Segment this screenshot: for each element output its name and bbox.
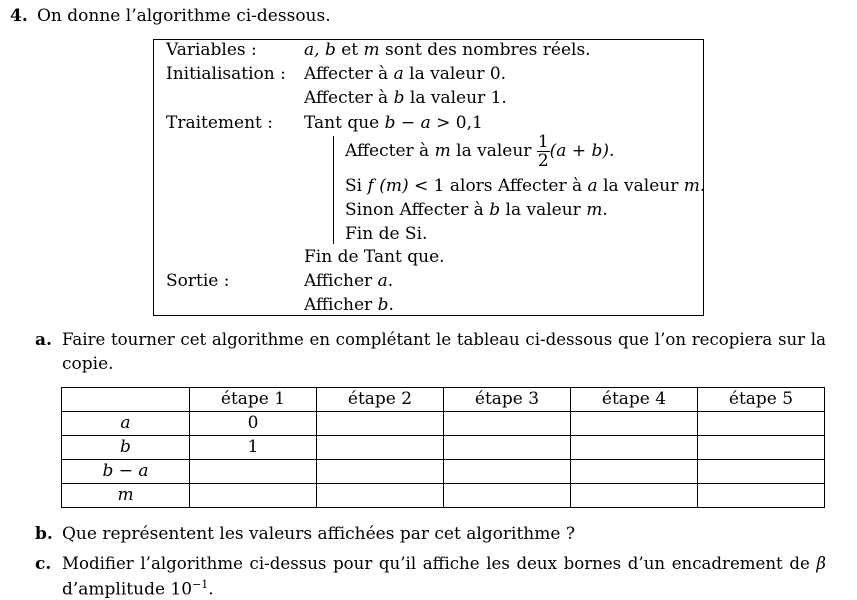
- init-2-var: b: [393, 88, 405, 108]
- row-label-text: m: [117, 485, 134, 505]
- table-cell: [444, 460, 571, 484]
- table-cell: [317, 484, 444, 508]
- assign-m-expr: (a + b).: [549, 141, 615, 161]
- table-cell: [571, 412, 698, 436]
- output-line-2: [304, 295, 394, 315]
- else-mid: la valeur: [500, 200, 587, 220]
- table-row: [62, 436, 825, 460]
- part-c-line-2-end: .: [208, 579, 214, 600]
- if-m: m: [683, 176, 700, 196]
- init-1-var: a: [393, 64, 404, 84]
- else-m: m: [586, 200, 603, 220]
- table-cell: [571, 484, 698, 508]
- table-header-cell: [62, 388, 190, 412]
- part-c-letter: c.: [35, 554, 52, 574]
- if-pre: Si: [345, 176, 368, 196]
- row-label: [62, 460, 190, 484]
- table-cell: [698, 484, 825, 508]
- part-b-letter: b.: [35, 524, 53, 544]
- out-1-var: a: [377, 271, 388, 291]
- out-2-var: b: [377, 295, 389, 315]
- table-cell: [698, 436, 825, 460]
- while-block-bar: [333, 136, 334, 244]
- table-row: [62, 484, 825, 508]
- table-cell: [444, 412, 571, 436]
- variables-label: Variables :: [166, 40, 257, 60]
- out-2-end: .: [388, 295, 394, 315]
- table-cell: [571, 436, 698, 460]
- table-cell: 1: [190, 436, 317, 460]
- part-c-line-1-text: Modifier l’algorithme ci-dessus pour qu’il affiche les deux bornes d’un encadrement de: [62, 554, 810, 573]
- variables-ab: a, b: [304, 40, 336, 60]
- row-label-text: b − a: [102, 461, 149, 481]
- table-row: [62, 412, 825, 436]
- if-line: [345, 176, 705, 196]
- part-a-line-2: copie.: [62, 354, 114, 374]
- if-end: .: [699, 176, 706, 196]
- if-var: a: [587, 176, 598, 196]
- init-line-1: [304, 64, 506, 84]
- table-cell: [444, 436, 571, 460]
- table-cell: 0: [190, 412, 317, 436]
- end-if-line: Fin de Si.: [345, 224, 428, 244]
- init-label: Initialisation :: [166, 64, 286, 84]
- variables-rest: sont des nombres réels.: [379, 40, 591, 60]
- table-header-cell: étape 5: [698, 388, 825, 412]
- steps-table: [61, 387, 825, 508]
- init-2-post: la valeur 1.: [404, 88, 507, 108]
- out-1-pre: Afficher: [304, 271, 378, 291]
- variables-and: et: [335, 40, 364, 60]
- table-header-row: [62, 388, 825, 412]
- if-post: < 1 alors Affecter à: [408, 176, 588, 196]
- table-header-cell: étape 3: [444, 388, 571, 412]
- beta-symbol: β: [816, 554, 826, 573]
- end-while-line: Fin de Tant que.: [304, 247, 445, 267]
- init-line-2: [304, 88, 507, 108]
- part-a-letter: a.: [35, 330, 52, 350]
- row-label-text: a: [120, 413, 131, 433]
- output-line-1: [304, 271, 393, 291]
- table-cell: [317, 436, 444, 460]
- part-a-line-1: Faire tourner cet algorithme en complétant le tableau ci-dessous que l’on recopiera sur la: [62, 330, 826, 349]
- else-var: b: [489, 200, 501, 220]
- exponent: −1: [192, 578, 209, 591]
- row-label: [62, 412, 190, 436]
- row-label: [62, 484, 190, 508]
- row-label: [62, 436, 190, 460]
- assign-m-pre: Affecter à: [345, 141, 435, 161]
- assign-m-var: m: [434, 141, 451, 161]
- treatment-label: Traitement :: [166, 113, 274, 133]
- else-line: [345, 200, 608, 220]
- fraction-one-half: [537, 133, 550, 170]
- table-header-cell: étape 4: [571, 388, 698, 412]
- table-cell: [444, 484, 571, 508]
- else-end: .: [602, 200, 608, 220]
- table-cell: [190, 484, 317, 508]
- table-cell: [571, 460, 698, 484]
- variables-line: [304, 40, 591, 60]
- table-cell: [190, 460, 317, 484]
- if-mid: la valeur: [597, 176, 684, 196]
- out-1-end: .: [387, 271, 394, 291]
- out-2-pre: Afficher: [304, 295, 378, 315]
- assign-m-line: [345, 133, 614, 170]
- if-cond: f (m): [367, 176, 409, 196]
- table-header-cell: étape 1: [190, 388, 317, 412]
- init-1-pre: Affecter à: [304, 64, 394, 84]
- part-c-line-2: [62, 578, 214, 600]
- table-cell: [698, 460, 825, 484]
- assign-m-mid: la valeur: [450, 141, 537, 161]
- table-header-cell: étape 2: [317, 388, 444, 412]
- part-b-text: Que représentent les valeurs affichées par cet algorithme ?: [62, 524, 575, 544]
- output-label: Sortie :: [166, 271, 230, 291]
- init-2-pre: Affecter à: [304, 88, 394, 108]
- while-line: [304, 113, 483, 133]
- while-pre: Tant que: [304, 113, 385, 133]
- init-1-post: la valeur 0.: [403, 64, 507, 84]
- while-cond: b − a: [384, 113, 431, 133]
- fraction-numerator: 1: [537, 132, 549, 152]
- fraction-denominator: 2: [537, 151, 549, 171]
- question-intro: On donne l’algorithme ci-dessous.: [37, 6, 331, 26]
- else-pre: Sinon Affecter à: [345, 200, 490, 220]
- table-cell: [698, 412, 825, 436]
- variables-m: m: [363, 40, 380, 60]
- question-number: 4.: [10, 6, 28, 26]
- table-cell: [317, 460, 444, 484]
- table-row: [62, 460, 825, 484]
- part-c-line-1: [62, 554, 826, 573]
- part-c-line-2-pre: d’amplitude 10: [62, 579, 193, 600]
- while-post: > 0,1: [430, 113, 483, 133]
- row-label-text: b: [120, 437, 131, 457]
- table-cell: [317, 412, 444, 436]
